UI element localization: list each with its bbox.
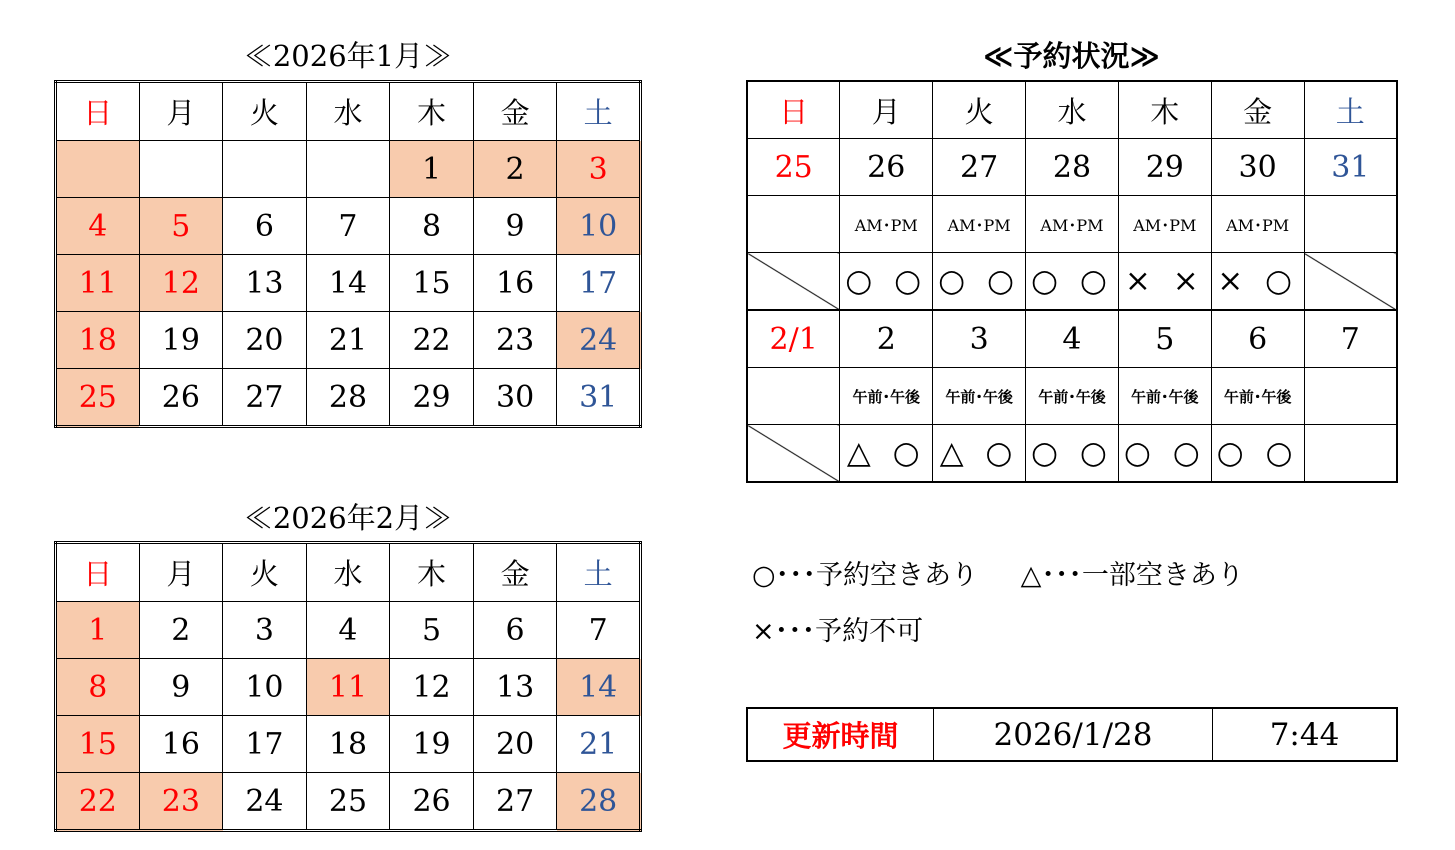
- availability-marks: ○ ○: [1211, 425, 1304, 483]
- day-cell: 22: [390, 312, 474, 369]
- day-cell: 15: [56, 716, 140, 773]
- legend: [752, 553, 1244, 592]
- day-cell: 19: [139, 312, 223, 369]
- period-label: AM･PM: [840, 196, 933, 253]
- day-cell: 6: [223, 198, 307, 255]
- day-cell: 19: [390, 716, 474, 773]
- diagonal-empty-cell: [1304, 253, 1397, 311]
- legend-partial: △･･･一部空きあり: [1020, 560, 1244, 591]
- date-cell: 7: [1304, 310, 1397, 368]
- feb-calendar: [54, 541, 642, 832]
- period-label: AM･PM: [1118, 196, 1211, 253]
- day-cell: [306, 141, 390, 198]
- availability-marks: ○ ○: [933, 253, 1026, 311]
- day-cell: 7: [557, 602, 641, 659]
- day-cell: 18: [56, 312, 140, 369]
- update-label: 更新時間: [747, 708, 934, 761]
- availability-marks: ○ ○: [840, 253, 933, 311]
- day-cell: 31: [557, 369, 641, 427]
- date-cell: 26: [840, 139, 933, 196]
- period-label: 午前･午後: [1211, 368, 1304, 425]
- day-cell: 5: [139, 198, 223, 255]
- legend-available: ○･･･予約空きあり: [752, 560, 979, 591]
- day-cell: 25: [56, 369, 140, 427]
- day-cell: 14: [306, 255, 390, 312]
- day-cell: 28: [306, 369, 390, 427]
- legend-unavailable: ×･･･予約不可: [752, 616, 924, 647]
- day-cell: 12: [139, 255, 223, 312]
- jan-calendar-title: ≪2026年1月≫: [243, 39, 453, 73]
- day-cell: 9: [473, 198, 557, 255]
- day-cell: 26: [390, 773, 474, 831]
- day-cell: 23: [139, 773, 223, 831]
- period-label: 午前･午後: [840, 368, 933, 425]
- day-cell: 26: [139, 369, 223, 427]
- day-cell: 16: [139, 716, 223, 773]
- date-cell: 2: [840, 310, 933, 368]
- period-label: AM･PM: [1211, 196, 1304, 253]
- legend-row-2: [752, 609, 923, 648]
- day-cell: 2: [473, 141, 557, 198]
- weekday-mon: 月: [139, 543, 223, 602]
- day-cell: 18: [306, 716, 390, 773]
- update-date: 2026/1/28: [934, 708, 1213, 761]
- day-cell: 5: [390, 602, 474, 659]
- day-cell: [56, 141, 140, 198]
- day-cell: 9: [139, 659, 223, 716]
- day-cell: 22: [56, 773, 140, 831]
- day-cell: 13: [223, 255, 307, 312]
- day-cell: 29: [390, 369, 474, 427]
- weekday-sun: 日: [747, 81, 840, 139]
- update-time-table: [746, 707, 1398, 762]
- day-cell: 8: [390, 198, 474, 255]
- day-cell: 30: [473, 369, 557, 427]
- day-cell: [223, 141, 307, 198]
- weekday-wed: 水: [306, 82, 390, 141]
- weekday-sun: 日: [56, 543, 140, 602]
- weekday-thu: 木: [390, 82, 474, 141]
- date-cell: 5: [1118, 310, 1211, 368]
- weekday-tue: 火: [223, 543, 307, 602]
- day-cell: 4: [56, 198, 140, 255]
- day-cell: 15: [390, 255, 474, 312]
- period-label: [1304, 196, 1397, 253]
- day-cell: 3: [223, 602, 307, 659]
- day-cell: 24: [223, 773, 307, 831]
- date-cell: 25: [747, 139, 840, 196]
- day-cell: 16: [473, 255, 557, 312]
- weekday-sat: 土: [557, 82, 641, 141]
- period-label: [1304, 368, 1397, 425]
- weekday-fri: 金: [473, 82, 557, 141]
- weekday-mon: 月: [139, 82, 223, 141]
- weekday-mon: 月: [840, 81, 933, 139]
- reservation-status-table: [746, 80, 1398, 483]
- day-cell: 24: [557, 312, 641, 369]
- day-cell: 8: [56, 659, 140, 716]
- period-label: [747, 368, 840, 425]
- day-cell: 10: [557, 198, 641, 255]
- weekday-sat: 土: [1304, 81, 1397, 139]
- day-cell: 4: [306, 602, 390, 659]
- day-cell: 6: [473, 602, 557, 659]
- period-label: AM･PM: [933, 196, 1026, 253]
- day-cell: 1: [390, 141, 474, 198]
- date-cell: 4: [1026, 310, 1119, 368]
- day-cell: 17: [223, 716, 307, 773]
- weekday-fri: 金: [473, 543, 557, 602]
- day-cell: 10: [223, 659, 307, 716]
- weekday-sun: 日: [56, 82, 140, 141]
- day-cell: 25: [306, 773, 390, 831]
- day-cell: 7: [306, 198, 390, 255]
- weekday-wed: 水: [306, 543, 390, 602]
- day-cell: 14: [557, 659, 641, 716]
- weekday-sat: 土: [557, 543, 641, 602]
- date-cell: 28: [1026, 139, 1119, 196]
- day-cell: 3: [557, 141, 641, 198]
- feb-calendar-title: ≪2026年2月≫: [243, 501, 453, 535]
- day-cell: 28: [557, 773, 641, 831]
- jan-calendar: [54, 80, 642, 428]
- availability-marks: ○ ○: [1026, 425, 1119, 483]
- weekday-wed: 水: [1026, 81, 1119, 139]
- date-cell: 27: [933, 139, 1026, 196]
- update-time: 7:44: [1213, 708, 1398, 761]
- day-cell: 21: [557, 716, 641, 773]
- availability-marks: ○ ○: [1118, 425, 1211, 483]
- date-cell: 30: [1211, 139, 1304, 196]
- day-cell: 27: [223, 369, 307, 427]
- weekday-thu: 木: [390, 543, 474, 602]
- day-cell: 11: [306, 659, 390, 716]
- availability-marks: △ ○: [840, 425, 933, 483]
- day-cell: [139, 141, 223, 198]
- day-cell: 23: [473, 312, 557, 369]
- availability-marks: ○ ○: [1026, 253, 1119, 311]
- availability-marks: × ×: [1118, 253, 1211, 311]
- date-cell: 29: [1118, 139, 1211, 196]
- weekday-tue: 火: [223, 82, 307, 141]
- date-cell: 6: [1211, 310, 1304, 368]
- diagonal-empty-cell: [747, 253, 840, 311]
- day-cell: 20: [473, 716, 557, 773]
- day-cell: 21: [306, 312, 390, 369]
- availability-marks: × ○: [1211, 253, 1304, 311]
- period-label: 午前･午後: [1118, 368, 1211, 425]
- weekday-tue: 火: [933, 81, 1026, 139]
- diagonal-empty-cell: [747, 425, 840, 483]
- day-cell: 2: [139, 602, 223, 659]
- day-cell: 12: [390, 659, 474, 716]
- day-cell: 1: [56, 602, 140, 659]
- weekday-thu: 木: [1118, 81, 1211, 139]
- weekday-fri: 金: [1211, 81, 1304, 139]
- day-cell: 20: [223, 312, 307, 369]
- day-cell: 27: [473, 773, 557, 831]
- status-title: ≪予約状況≫: [983, 39, 1160, 73]
- date-cell: 31: [1304, 139, 1397, 196]
- date-cell: 2/1: [747, 310, 840, 368]
- period-label: 午前･午後: [1026, 368, 1119, 425]
- day-cell: 17: [557, 255, 641, 312]
- availability-marks: △ ○: [933, 425, 1026, 483]
- period-label: 午前･午後: [933, 368, 1026, 425]
- date-cell: 3: [933, 310, 1026, 368]
- day-cell: 11: [56, 255, 140, 312]
- period-label: [747, 196, 840, 253]
- day-cell: 13: [473, 659, 557, 716]
- availability-marks: [1304, 425, 1397, 483]
- period-label: AM･PM: [1026, 196, 1119, 253]
